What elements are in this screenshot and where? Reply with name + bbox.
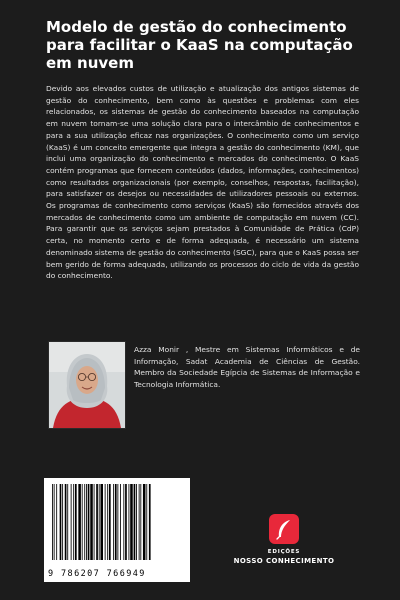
author-photo bbox=[48, 341, 126, 429]
book-synopsis: Devido aos elevados custos de utilização e atualização dos antigos sistemas de gestão do conhecimento, bem como às questões e problemas com eles relacionados, os sistemas de gestão do conhecimento baseados na computação em nuvem tornam-se uma solução clara para o intercâmbio de conhecimentos e para a sua utilização eficaz nas organizações. O conhecimento como um serviço (KaaS) é um conceito emergente que integra a gestão do conhecimento (KM), que inclui uma organização do conhecimento e mercados do conhecimento. O KaaS contém programas que fornecem conteúdos (dados, informações, conhecimentos) como resultados organizacionais (por exemplo, conselhos, respostas, facilitação), para satisfazer os desejos ou necessidades de utilizadores pessoais ou externos. Os programas de conhecimento como serviços (KaaS) são fornecidos através dos mercados de conhecimento como um ambiente de computação em nuvem (CC). Para garantir que os serviços sejam prestados à Comunidade de Prática (CdP) certa, no momento certo e de forma adequada, é necessário um sistema denominado sistema de gestão do conhecimento (SGC), para que o KaaS possa ser bem gerido de forma adequada, utilizando os processos do ciclo de vida da gestão do conhecimento. bbox=[46, 84, 359, 281]
isbn-digits: 9 786207 766949 bbox=[48, 569, 146, 579]
publisher-name-line2: NOSSO CONHECIMENTO bbox=[233, 557, 335, 565]
publisher-name-line1: EDIÇÕES bbox=[267, 549, 301, 555]
author-portrait-icon bbox=[49, 342, 125, 428]
author-bio: Azza Monir , Mestre em Sistemas Informáticos e de Informação, Sadat Academia de Ciências de Gestão. Membro da Sociedade Egípcia de Sistemas de Informação e Tecnologia Informática. bbox=[134, 345, 360, 390]
quill-feather-icon bbox=[269, 514, 299, 544]
isbn-barcode bbox=[44, 478, 190, 582]
book-title: Modelo de gestão do conhecimento para facilitar o KaaS na computação em nuvem bbox=[46, 18, 353, 72]
publisher-logo bbox=[269, 514, 299, 544]
barcode-bars-icon bbox=[50, 484, 184, 562]
